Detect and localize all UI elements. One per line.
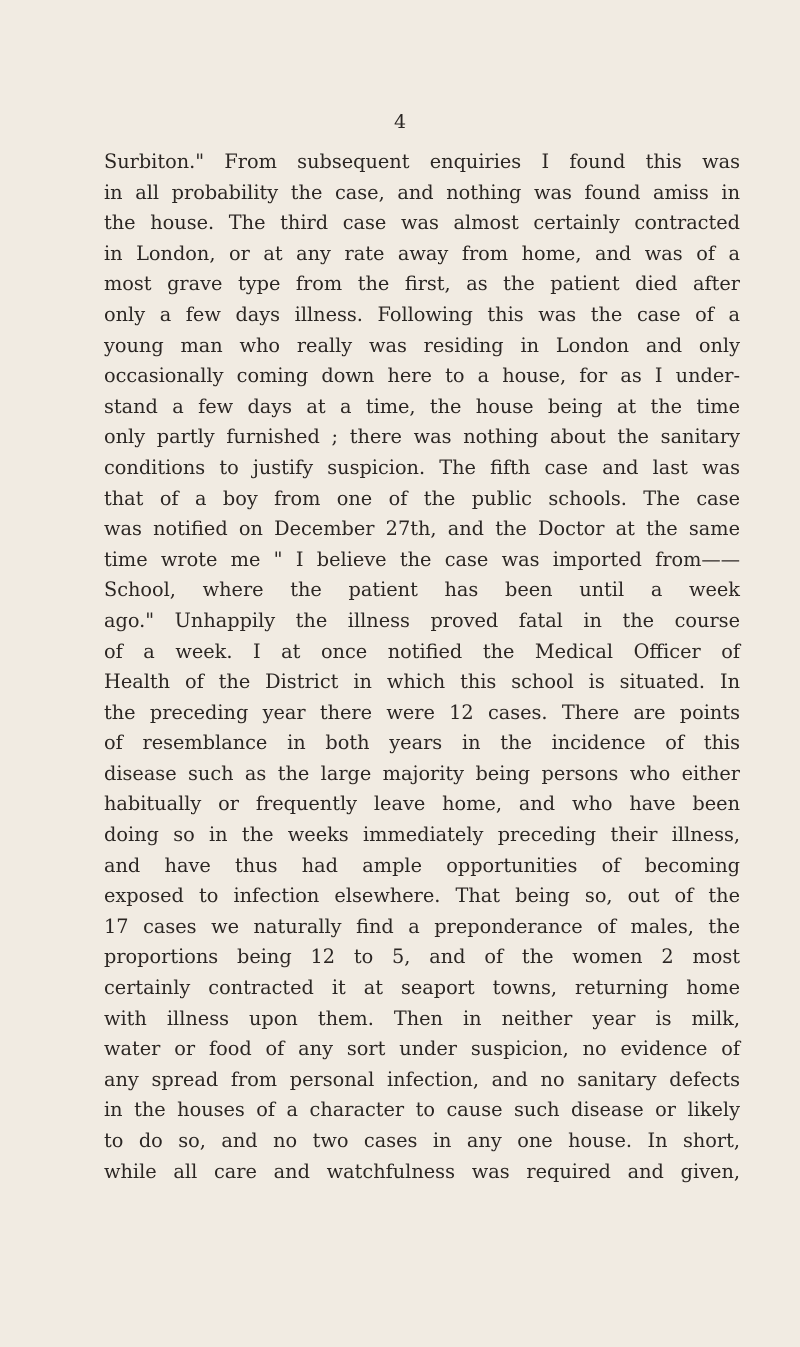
text-line: any spread from personal infection, and no sanitary defects <box>104 1067 740 1091</box>
text-line: with illness upon them. Then in neither year is milk, <box>104 1006 740 1030</box>
text-line: and have thus had ample opportunities of becoming <box>104 853 740 877</box>
text-line: water or food of any sort under suspicion, no evidence of <box>104 1037 740 1061</box>
text-line: most grave type from the first, as the patient died after <box>104 272 740 296</box>
text-line: only partly furnished ; there was nothing about the sanitary <box>104 425 740 449</box>
text-line: in the houses of a character to cause such disease or likely <box>104 1098 740 1122</box>
text-line: only a few days illness. Following this was the case of a <box>104 302 740 326</box>
body-text <box>104 147 740 1187</box>
text-line: conditions to justify suspicion. The fifth case and last was <box>104 455 740 479</box>
text-line: young man who really was residing in London and only <box>104 333 740 357</box>
text-line: stand a few days at a time, the house being at the time <box>104 394 740 418</box>
text-line: Health of the District in which this school is situated. In <box>104 670 740 694</box>
text-line: of a week. I at once notified the Medical Officer of <box>104 639 740 663</box>
text-line: in all probability the case, and nothing was found amiss in <box>104 180 740 204</box>
text-line: was notified on December 27th, and the Doctor at the same <box>104 517 740 541</box>
text-line: exposed to infection elsewhere. That being so, out of the <box>104 884 740 908</box>
text-line: ago." Unhappily the illness proved fatal in the course <box>104 608 740 632</box>
text-line: certainly contracted it at seaport towns, returning home <box>104 976 740 1000</box>
text-line: habitually or frequently leave home, and who have been <box>104 792 740 816</box>
text-line: the house. The third case was almost certainly contracted <box>104 211 740 235</box>
text-line: Surbiton." From subsequent enquiries I found this was <box>104 150 740 173</box>
text-line: that of a boy from one of the public schools. The case <box>104 486 740 510</box>
page-number: 4 <box>393 111 407 133</box>
text-line: to do so, and no two cases in any one house. In short, <box>104 1129 740 1152</box>
text-line: disease such as the large majority being persons who either <box>104 761 740 785</box>
text-line: time wrote me " I believe the case was imported from—— <box>104 547 740 571</box>
text-line: the preceding year there were 12 cases. There are points <box>104 700 740 724</box>
text-line: proportions being 12 to 5, and of the women 2 most <box>104 945 740 969</box>
text-line: 17 cases we naturally find a preponderance of males, the <box>104 914 740 938</box>
text-line: occasionally coming down here to a house, for as I under- <box>104 364 740 388</box>
text-line: of resemblance in both years in the incidence of this <box>104 731 740 755</box>
text-line: in London, or at any rate away from home, and was of a <box>104 241 740 265</box>
text-line: doing so in the weeks immediately preceding their illness, <box>104 823 740 847</box>
text-line: School, where the patient has been until a week <box>104 578 740 602</box>
text-line: while all care and watchfulness was required and given, <box>104 1159 740 1183</box>
